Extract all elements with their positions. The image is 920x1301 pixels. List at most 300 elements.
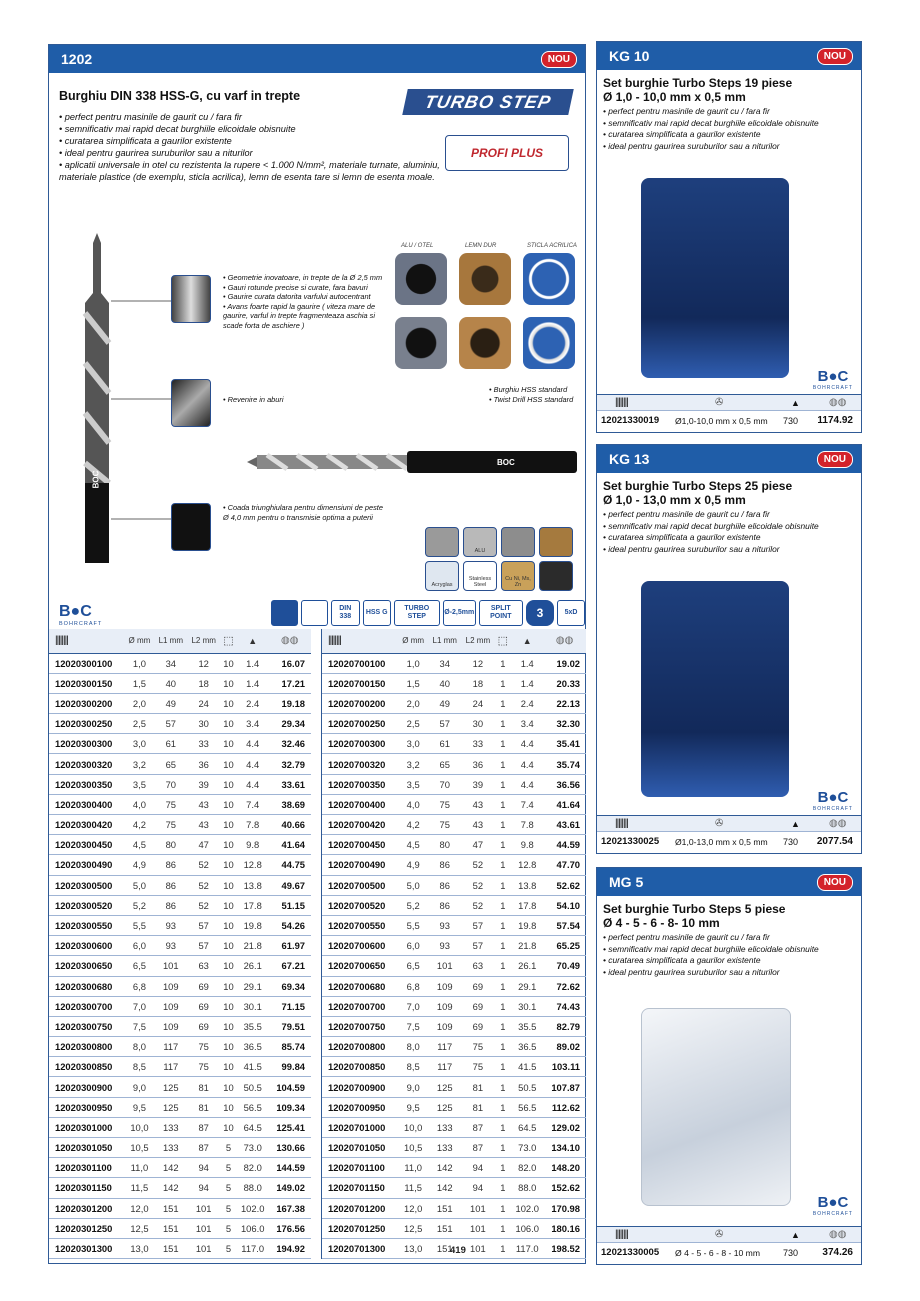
steel-profile-icon (425, 527, 459, 557)
pack-qty: 5 (220, 1198, 237, 1218)
box-icon: ⬚ (223, 635, 234, 648)
price-icon (269, 629, 311, 653)
feature-line: Ø 4,0 mm pentru o transmisie optima a puterii (223, 512, 373, 522)
set-dimension-range: Ø 4 - 5 - 6 - 8 - 10 mm (675, 1247, 761, 1258)
length-l2: 12 (187, 653, 220, 673)
price: 104.59 (269, 1077, 311, 1097)
weight: 64.5 (511, 1117, 543, 1137)
length-l2: 30 (461, 714, 494, 734)
table-row (322, 1158, 586, 1178)
pack-qty: 1 (494, 1057, 511, 1077)
weight: 2.4 (511, 693, 543, 713)
boc-logo (813, 368, 853, 391)
price: 40.66 (269, 815, 311, 835)
feature-badge: TURBO STEP (394, 600, 440, 626)
length-l2: 47 (461, 835, 494, 855)
article-code: 12020300750 (49, 1016, 125, 1036)
weight: 41.5 (237, 1057, 269, 1077)
weight: 26.1 (511, 956, 543, 976)
weight: 1.4 (237, 673, 269, 693)
feature-line: • Geometrie inovatoare, in trepte de la Ø 2,5 mm (223, 273, 383, 282)
article-code: 12020301050 (49, 1138, 125, 1158)
weight: 102.0 (511, 1198, 543, 1218)
length-l1: 57 (428, 714, 461, 734)
hole-acrylic-standard (523, 317, 575, 369)
diameter: 2,5 (125, 714, 155, 734)
standard-drill-label: • Burghiu HSS standard (489, 385, 568, 394)
pack-qty: 10 (220, 855, 237, 875)
price: 19.02 (543, 653, 586, 673)
diameter: 9,0 (398, 1077, 428, 1097)
length-l2: 69 (461, 1016, 494, 1036)
bullet-line: • perfect pentru masinile de gaurit cu / fara fir (603, 932, 770, 942)
length-l1: 34 (428, 653, 461, 673)
pack-qty: 10 (220, 1057, 237, 1077)
feature-steam-text: • Revenire in aburi (223, 395, 284, 404)
article-code: 12020701100 (322, 1158, 398, 1178)
length-l1: 109 (428, 1016, 461, 1036)
length-l2: 94 (461, 1178, 494, 1198)
article-code: 12020701150 (322, 1178, 398, 1198)
weight: 82.0 (237, 1158, 269, 1178)
set-data-row (597, 1242, 861, 1262)
diameter: 1,0 (125, 653, 155, 673)
set-data-row (597, 410, 861, 430)
diameter: 6,0 (398, 936, 428, 956)
price: 54.26 (269, 915, 311, 935)
price: 107.87 (543, 1077, 586, 1097)
set-body (597, 70, 861, 152)
pack-qty: 10 (220, 714, 237, 734)
weight: 3.4 (511, 714, 543, 734)
set-dimension-range: Ø1,0-10,0 mm x 0,5 mm (675, 415, 768, 426)
length-l1: 65 (428, 754, 461, 774)
diameter: 9,0 (125, 1077, 155, 1097)
main-product-panel (48, 44, 586, 1264)
price: 134.10 (543, 1138, 586, 1158)
weight: 4.4 (237, 774, 269, 794)
weight: 730 (783, 1247, 799, 1258)
table-row (49, 835, 311, 855)
length-l1: 86 (154, 855, 187, 875)
length-l2: 94 (187, 1178, 220, 1198)
new-badge: NOU (817, 451, 853, 468)
table-row (322, 1138, 586, 1158)
diameter: 3,5 (398, 774, 428, 794)
length-l2: 87 (187, 1138, 220, 1158)
weight: 50.5 (237, 1077, 269, 1097)
feature-line: • Avans foarte rapid la gaurire ( viteza mare de (223, 301, 376, 311)
length-l1: 151 (154, 1218, 187, 1238)
diameter: 5,5 (125, 915, 155, 935)
article-code: 12021330005 (601, 1247, 660, 1258)
weight: 56.5 (511, 1097, 543, 1117)
barcode-icon (322, 629, 398, 653)
non-ferrous-icon: Cu Ni, Ms, Zn (501, 561, 535, 591)
price: 17.21 (269, 673, 311, 693)
article-code: 12020300350 (49, 774, 125, 794)
material-label-acrylic: STICLA ACRILICA (527, 243, 577, 249)
price: 79.51 (269, 1016, 311, 1036)
price: 167.38 (269, 1198, 311, 1218)
length-l2: 36 (187, 754, 220, 774)
boc-logo-subtitle: BOHRCRAFT (812, 385, 853, 391)
weight: 3.4 (237, 714, 269, 734)
diameter-icon: ✇ (715, 818, 724, 829)
table-left-wrapper (49, 629, 311, 1259)
table-row (322, 1037, 586, 1057)
length-l2: 69 (187, 996, 220, 1016)
table-row (49, 1198, 311, 1218)
article-code: 12020700100 (322, 653, 398, 673)
price: 41.64 (269, 835, 311, 855)
pack-qty: 5 (220, 1218, 237, 1238)
corded-drill-icon (301, 600, 328, 626)
price: 144.59 (269, 1158, 311, 1178)
weight-icon: ▲ (791, 818, 800, 829)
table-row (49, 976, 311, 996)
length-l2: 81 (461, 1097, 494, 1117)
table-row (49, 1138, 311, 1158)
table-row (49, 815, 311, 835)
pack-qty: 1 (494, 855, 511, 875)
article-code: 12020300300 (49, 734, 125, 754)
length-l1: 93 (428, 936, 461, 956)
weight: 730 (783, 836, 799, 847)
set-panel (596, 41, 862, 433)
table-row (322, 1097, 586, 1117)
pack-qty: 1 (494, 754, 511, 774)
drill-set-case-image (641, 581, 789, 797)
weight: 19.8 (237, 915, 269, 935)
length-l2: 43 (187, 794, 220, 814)
price: 71.15 (269, 996, 311, 1016)
length-l1: 125 (428, 1077, 461, 1097)
length-l2: 18 (187, 673, 220, 693)
price: 176.56 (269, 1218, 311, 1238)
price: 35.41 (543, 734, 586, 754)
length-l2: 63 (461, 956, 494, 976)
feature-badge: DIN 338 (331, 600, 360, 626)
l1-header: L1 mm (428, 629, 461, 653)
table-row (322, 693, 586, 713)
length-l2: 69 (461, 996, 494, 1016)
price: 19.18 (269, 693, 311, 713)
length-l1: 49 (154, 693, 187, 713)
price: 44.75 (269, 855, 311, 875)
diameter: 2,5 (398, 714, 428, 734)
diameter: 4,0 (125, 794, 155, 814)
article-code: 12020701050 (322, 1138, 398, 1158)
coins-icon: ◍◍ (829, 1229, 847, 1240)
price: 41.64 (543, 794, 586, 814)
diameter: 1,0 (398, 653, 428, 673)
cordless-drill-icon (271, 600, 298, 626)
price: 38.69 (269, 794, 311, 814)
length-l2: 43 (461, 815, 494, 835)
diameter: 4,9 (125, 855, 155, 875)
pack-qty: 5 (220, 1158, 237, 1178)
diameter-icon: ✇ (715, 397, 724, 408)
table-row (49, 1158, 311, 1178)
article-code: 12020700550 (322, 915, 398, 935)
article-code: 12020700650 (322, 956, 398, 976)
price: 72.62 (543, 976, 586, 996)
weight: 82.0 (511, 1158, 543, 1178)
bullet-line: • semnificativ mai rapid decat burghiile elicoidale obisnuite (59, 124, 296, 134)
article-code: 12020301200 (49, 1198, 125, 1218)
page-number: 419 (450, 1245, 466, 1256)
length-l2: 43 (461, 794, 494, 814)
length-l2: 52 (187, 895, 220, 915)
length-l1: 109 (154, 1016, 187, 1036)
weight: 19.8 (511, 915, 543, 935)
weight: 9.8 (511, 835, 543, 855)
barcode-icon: |||||||| (55, 635, 68, 647)
tip-detail-image (171, 275, 211, 323)
set-icon-row (597, 1226, 861, 1242)
price: 374.26 (822, 1247, 853, 1258)
pack-qty: 10 (220, 693, 237, 713)
weight: 26.1 (237, 956, 269, 976)
pack-qty: 10 (220, 653, 237, 673)
pack-qty: 1 (494, 835, 511, 855)
feature-line: • Gaurire curata datorita varfului autocentrant (223, 292, 371, 301)
table-row (49, 1117, 311, 1137)
table-row (49, 1238, 311, 1258)
boc-logo (813, 789, 853, 812)
article-code: 12020300500 (49, 875, 125, 895)
weight: 117.0 (511, 1238, 543, 1258)
length-l1: 61 (154, 734, 187, 754)
set-dimensions: Ø 1,0 - 10,0 mm x 0,5 mm (603, 90, 746, 104)
pack-qty: 1 (494, 915, 511, 935)
table-row (49, 673, 311, 693)
weight: 73.0 (237, 1138, 269, 1158)
weight: 106.0 (237, 1218, 269, 1238)
price: 85.74 (269, 1037, 311, 1057)
table-row (49, 714, 311, 734)
profi-plus-text: PROFI PLUS (470, 146, 543, 160)
weight: 4.4 (511, 734, 543, 754)
length-l1: 133 (154, 1117, 187, 1137)
article-code: 12020300550 (49, 915, 125, 935)
table-row (322, 794, 586, 814)
box-icon: ⬚ (497, 635, 509, 648)
diameter: 5,0 (125, 875, 155, 895)
pack-qty: 1 (494, 1097, 511, 1117)
panel-header (49, 45, 585, 73)
length-l2: 75 (187, 1037, 220, 1057)
coins-icon: ◍◍ (281, 635, 299, 647)
length-l2: 30 (187, 714, 220, 734)
boc-logo (813, 1194, 853, 1217)
article-code: 12021330019 (601, 415, 660, 426)
price: 65.25 (543, 936, 586, 956)
length-l1: 151 (154, 1238, 187, 1258)
length-l2: 36 (461, 754, 494, 774)
feature-badge: 5xD (557, 600, 585, 626)
table-row (49, 1218, 311, 1238)
length-l2: 43 (187, 815, 220, 835)
price: 44.59 (543, 835, 586, 855)
article-code: 12020700350 (322, 774, 398, 794)
article-code: 12020700420 (322, 815, 398, 835)
weight: 7.4 (511, 794, 543, 814)
length-l2: 81 (187, 1077, 220, 1097)
length-l1: 142 (428, 1158, 461, 1178)
article-code: 12020300700 (49, 996, 125, 1016)
pack-qty: 1 (494, 815, 511, 835)
length-l2: 57 (461, 936, 494, 956)
shank-detail-image (171, 503, 211, 551)
length-l1: 117 (154, 1057, 187, 1077)
price: 29.34 (269, 714, 311, 734)
pack-qty: 10 (220, 1117, 237, 1137)
drill-set-case-image (641, 178, 789, 378)
set-title: Set burghie Turbo Steps 25 piese (603, 479, 793, 493)
table-row (322, 835, 586, 855)
product-title: Burghiu DIN 338 HSS-G, cu varf in trepte (59, 89, 301, 103)
diameter: 3,0 (125, 734, 155, 754)
set-title: Set burghie Turbo Steps 5 piese (603, 902, 786, 916)
weight: 41.5 (511, 1057, 543, 1077)
pack-qty: 1 (494, 693, 511, 713)
article-code: 12020301150 (49, 1178, 125, 1198)
table-row (322, 754, 586, 774)
table-row (322, 855, 586, 875)
price: 112.62 (543, 1097, 586, 1117)
article-code: 12020700250 (322, 714, 398, 734)
length-l1: 80 (154, 835, 187, 855)
diameter: 5,0 (398, 875, 428, 895)
article-code: 12020700800 (322, 1037, 398, 1057)
length-l1: 86 (154, 875, 187, 895)
set-data-row (597, 831, 861, 851)
hole-steel-turbo (395, 253, 447, 305)
barcode-icon (49, 629, 125, 653)
diameter: 4,5 (398, 835, 428, 855)
weight: 7.4 (237, 794, 269, 814)
price: 89.02 (543, 1037, 586, 1057)
weight: 730 (783, 415, 799, 426)
bullet-line: • ideal pentru gaurirea suruburilor sau a niturilor (603, 543, 780, 554)
length-l2: 52 (187, 875, 220, 895)
weight: 1.4 (511, 653, 543, 673)
table-row (322, 714, 586, 734)
price: 32.46 (269, 734, 311, 754)
article-code: 12020700300 (322, 734, 398, 754)
weight: 30.1 (511, 996, 543, 1016)
weight: 4.4 (511, 774, 543, 794)
diameter: 1,5 (125, 673, 155, 693)
table-row (322, 915, 586, 935)
table-row (322, 936, 586, 956)
length-l1: 133 (428, 1117, 461, 1137)
price: 99.84 (269, 1057, 311, 1077)
length-l1: 86 (428, 875, 461, 895)
feature-line: • Coada triunghiulara pentru dimensiuni de peste (223, 503, 383, 512)
weight-icon: ▲ (791, 1229, 800, 1240)
diameter-header: Ø mm (398, 629, 428, 653)
diameter: 4,5 (125, 835, 155, 855)
sheet-metal-icon (501, 527, 535, 557)
table-row (322, 875, 586, 895)
weight-icon: ▲ (791, 397, 800, 408)
weight: 7.8 (237, 815, 269, 835)
bullet-line: • ideal pentru gaurirea suruburilor sau a niturilor (603, 966, 780, 977)
bullet-line: • curatarea simplificata a gaurilor existente (603, 532, 761, 542)
length-l2: 101 (187, 1198, 220, 1218)
product-table-2 (322, 629, 586, 1259)
weight: 4.4 (237, 754, 269, 774)
table-row (322, 1218, 586, 1238)
article-code: 12020300450 (49, 835, 125, 855)
table-row (322, 673, 586, 693)
hole-steel-standard (395, 317, 447, 369)
set-dimension-range: Ø1,0-13,0 mm x 0,5 mm (675, 836, 768, 847)
pack-qty: 1 (494, 714, 511, 734)
barcode-icon: |||||||| (615, 397, 628, 408)
svg-text:BOC: BOC (497, 458, 515, 467)
coins-icon: ◍◍ (829, 818, 847, 829)
price: 180.16 (543, 1218, 586, 1238)
pack-qty: 10 (220, 1016, 237, 1036)
length-l1: 61 (428, 734, 461, 754)
set-icon-row (597, 394, 861, 410)
feature-badge: HSS G (363, 600, 391, 626)
bullet-line: • perfect pentru masinile de gaurit cu / fara fir (603, 509, 770, 519)
table-row (49, 794, 311, 814)
set-title: Set burghie Turbo Steps 19 piese (603, 76, 793, 90)
weight-icon-glyph: ▲ (248, 635, 258, 646)
table-row (49, 1178, 311, 1198)
length-l1: 75 (428, 794, 461, 814)
article-code: 12020300400 (49, 794, 125, 814)
feature-badge: Ø-2,5mm (443, 600, 476, 626)
weight: 88.0 (511, 1178, 543, 1198)
twist-drill-label: • Twist Drill HSS standard (489, 395, 574, 404)
hole-wood-standard (459, 317, 511, 369)
diameter: 1,5 (398, 673, 428, 693)
diameter: 5,5 (398, 915, 428, 935)
weight: 106.0 (511, 1218, 543, 1238)
length-l1: 142 (154, 1158, 187, 1178)
length-l2: 57 (187, 915, 220, 935)
price: 82.79 (543, 1016, 586, 1036)
barcode-icon: |||||||| (328, 635, 341, 647)
diameter: 6,8 (125, 976, 155, 996)
hole-acrylic-turbo (523, 253, 575, 305)
length-l1: 125 (428, 1097, 461, 1117)
set-icon-row (597, 815, 861, 831)
length-l2: 94 (187, 1158, 220, 1178)
price: 152.62 (543, 1178, 586, 1198)
weight: 50.5 (511, 1077, 543, 1097)
price: 61.97 (269, 936, 311, 956)
table-row (322, 1057, 586, 1077)
turbo-step-logo (402, 89, 574, 115)
pack-qty: 10 (220, 815, 237, 835)
diameter: 3,0 (398, 734, 428, 754)
length-l2: 101 (187, 1218, 220, 1238)
diameter: 11,5 (125, 1178, 155, 1198)
length-l1: 142 (428, 1178, 461, 1198)
pack-qty: 1 (494, 1138, 511, 1158)
length-l1: 70 (154, 774, 187, 794)
weight: 4.4 (511, 754, 543, 774)
diameter: 7,5 (125, 1016, 155, 1036)
